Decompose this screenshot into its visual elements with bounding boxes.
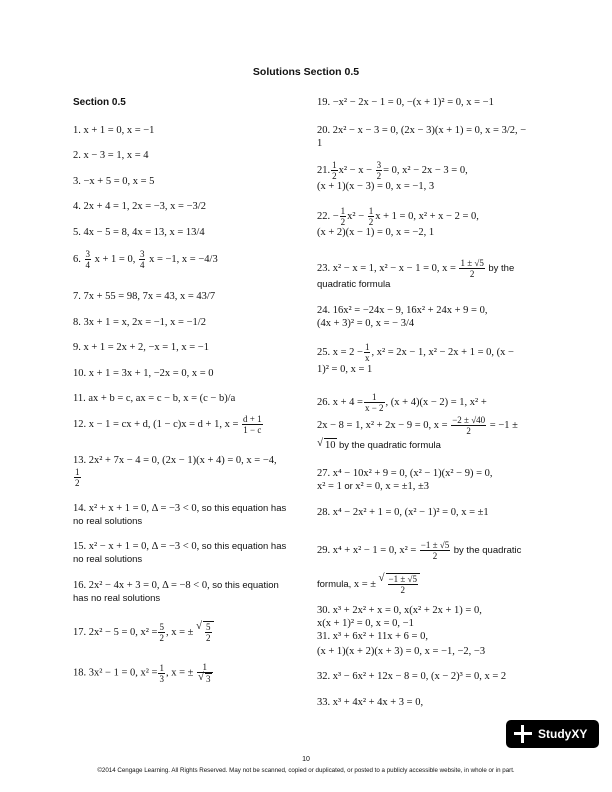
problem-26-cont2: √ 10 by the quadratic formula: [317, 437, 441, 451]
problem-24: 24. 16x² = −24x − 9, 16x² + 24x + 9 = 0,: [317, 305, 488, 316]
studyxy-watermark: StudyXY: [506, 720, 599, 748]
problem-14-cont: no real solutions: [73, 516, 143, 527]
fraction: $\frac{1 \pm √5}{2}$: [460, 258, 484, 279]
problem-27-cont: x² = 1 or x² = 0, x = ±1, ±3: [317, 481, 430, 492]
page-title: Solutions Section 0.5: [252, 66, 360, 78]
problem-9: 9. x + 1 = 2x + 2, −x = 1, x = −1: [73, 342, 209, 353]
problem-15-cont: no real solutions: [73, 554, 143, 565]
problem-20-cont: 1: [317, 138, 323, 149]
problem-24-cont: (4x + 3)² = 0, x = − 3/4: [317, 318, 415, 329]
problem-27: 27. x⁴ − 10x² + 9 = 0, (x² − 1)(x² − 9) = 0,: [317, 468, 493, 479]
fraction: $\frac{1}{2}$: [368, 206, 374, 227]
fraction: $\frac{1}{2}$: [332, 160, 337, 181]
fraction: $\frac{1}{2}$: [340, 206, 346, 227]
fraction: $\frac{1}{3}$: [159, 662, 164, 684]
radical: √ $\frac{-1 \pm √5}{2}$: [379, 573, 420, 595]
fraction: $\frac{-2 \pm √40}{2}$: [452, 415, 486, 436]
problem-26-cont: 2x − 8 = 1, x² + 2x − 9 = 0, x = $\frac{-2 \pm √40}{2}$ = −1 ±: [317, 415, 518, 436]
problem-23: 23. x² − x = 1, x² − x − 1 = 0, x = $\frac{1 \pm √5}{2}$ by the: [317, 258, 515, 279]
problem-31-cont: (x + 1)(x + 2)(x + 3) = 0, x = −1, −2, −3: [317, 646, 486, 657]
problem-7: 7. 7x + 55 = 98, 7x = 43, x = 43/7: [73, 291, 216, 302]
fraction: $\frac{3}{2}$: [376, 160, 382, 181]
problem-1: 1. x + 1 = 0, x = −1: [73, 125, 155, 136]
radical: √ $\frac{5}{2}$: [196, 621, 214, 643]
problem-3: 3. −x + 5 = 0, x = 5: [73, 176, 155, 187]
problem-13: 13. 2x² + 7x − 4 = 0, (2x − 1)(x + 4) = 0, x = −4,: [73, 455, 277, 466]
fraction: $\frac{1}{2}$: [75, 467, 80, 488]
section-heading: Section 0.5: [73, 97, 126, 108]
fraction: 1 √ 3: [198, 662, 211, 684]
problem-25-cont: 1)² = 0, x = 1: [317, 364, 373, 375]
problem-26: 26. x + 4 = $\frac{1}{x - 2}$ , (x + 4)(x − 2) = 1, x² +: [317, 392, 487, 413]
problem-11: 11. ax + b = c, ax = c − b, x = (c − b)/a: [73, 393, 236, 404]
fraction: $\frac{d + 1}{1 - c}$: [243, 414, 262, 435]
problem-16: 16. 2x² − 4x + 3 = 0, Δ = −8 < 0, so this equation: [73, 580, 279, 591]
problem-33: 33. x³ + 4x² + 4x + 3 = 0,: [317, 697, 424, 708]
problem-30: 30. x³ + 2x² + x = 0, x(x² + 2x + 1) = 0,: [317, 605, 482, 616]
problem-18: 18. 3x² − 1 = 0, x² = $\frac{1}{3}$ , x = ± 1 √ 3: [73, 662, 211, 684]
problem-21: 21. $\frac{1}{2}$ x² − x − $\frac{3}{2}$ = 0, x² − 2x − 3 = 0,: [317, 160, 468, 181]
problem-13-cont: [73, 467, 321, 488]
fraction: $\frac{-1 \pm √5}{2}$: [420, 540, 450, 561]
problem-19: 19. −x² − 2x − 1 = 0, −(x + 1)² = 0, x = −1: [317, 97, 494, 108]
fraction: $\frac{1}{x}$: [364, 342, 370, 363]
problem-10: 10. x + 1 = 3x + 1, −2x = 0, x = 0: [73, 368, 214, 379]
copyright-notice: ©2014 Cengage Learning. All Rights Reserved. May not be scanned, copied or duplicated, or posted to a publicly accessible website, in whole or in part.: [97, 767, 515, 774]
problem-20: 20. 2x² − x − 3 = 0, (2x − 3)(x + 1) = 0, x = 3/2, −: [317, 125, 527, 136]
problem-4: 4. 2x + 4 = 1, 2x = −3, x = −3/2: [73, 201, 206, 212]
problem-6: 6. $\frac{3}{4}$ x + 1 = 0, $\frac{3}{4}$ x = −1, x = −4/3: [73, 249, 218, 270]
problem-30-cont: x(x + 1)² = 0, x = 0, −1: [317, 618, 414, 629]
problem-21-cont: (x + 1)(x − 3) = 0, x = −1, 3: [317, 181, 435, 192]
problem-23-cont: quadratic formula: [317, 279, 391, 290]
problem-8: 8. 3x + 1 = x, 2x = −1, x = −1/2: [73, 317, 206, 328]
problem-5: 5. 4x − 5 = 8, 4x = 13, x = 13/4: [73, 227, 205, 238]
problem-29: 29. x⁴ + x² − 1 = 0, x² = $\frac{-1 \pm √5}{2}$ by the quadratic: [317, 540, 522, 561]
problem-22-cont: (x + 2)(x − 1) = 0, x = −2, 1: [317, 227, 435, 238]
problem-32: 32. x³ − 6x² + 12x − 8 = 0, (x − 2)³ = 0, x = 2: [317, 671, 507, 682]
page-number: 10: [302, 756, 310, 763]
radical: √ 10: [317, 437, 336, 451]
problem-17: 17. 2x² − 5 = 0, x² = $\frac{5}{2}$ , x = ± √ $\frac{5}{2}$: [73, 621, 321, 643]
problem-31: 31. x³ + 6x² + 11x + 6 = 0,: [317, 631, 428, 642]
fraction: $\frac{5}{2}$: [159, 622, 164, 643]
problem-28: 28. x⁴ − 2x² + 1 = 0, (x² − 1)² = 0, x = ±1: [317, 507, 489, 518]
problem-22: 22. − $\frac{1}{2}$ x² − $\frac{1}{2}$ x + 1 = 0, x² + x − 2 = 0,: [317, 206, 479, 227]
problem-14: 14. x² + x + 1 = 0, Δ = −3 < 0, so this equation has: [73, 503, 287, 514]
fraction: $\frac{3}{4}$: [85, 249, 90, 270]
problem-12: 12. x − 1 = cx + d, (1 − c)x = d + 1, x = $\frac{d + 1}{1 - c}$: [73, 414, 262, 435]
problem-16-cont: has no real solutions: [73, 593, 161, 604]
fraction: $\frac{1}{x - 2}$: [364, 392, 384, 413]
plus-icon: [512, 723, 534, 745]
problem-25: 25. x = 2 − $\frac{1}{x}$ , x² = 2x − 1, x² − 2x + 1 = 0, (x −: [317, 342, 514, 363]
problem-15: 15. x² − x + 1 = 0, Δ = −3 < 0, so this equation has: [73, 541, 287, 552]
fraction: $\frac{3}{4}$: [139, 249, 145, 270]
problem-29-cont: formula, x = ± √ $\frac{-1 \pm √5}{2}$: [317, 573, 567, 595]
problem-2: 2. x − 3 = 1, x = 4: [73, 150, 149, 161]
